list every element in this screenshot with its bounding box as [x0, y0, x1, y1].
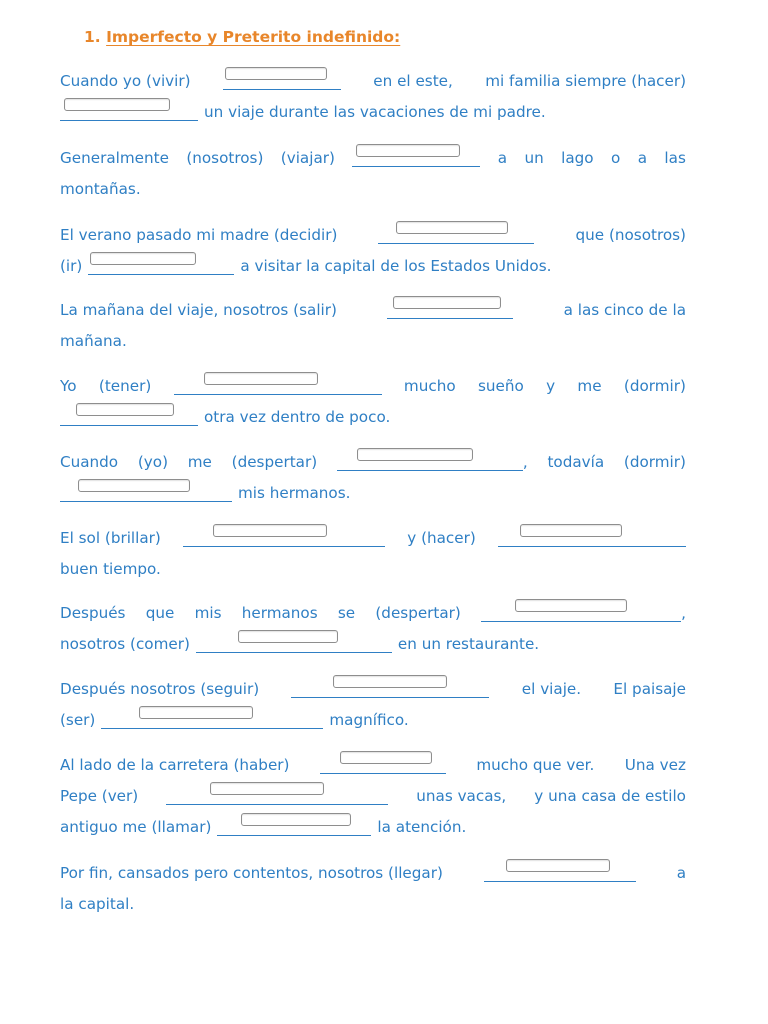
answer-blank	[320, 751, 446, 774]
text: Después nosotros (seguir)	[60, 680, 260, 698]
exercise-number: 1.	[84, 28, 101, 46]
ser-input[interactable]	[139, 706, 253, 719]
text: lago	[561, 149, 594, 167]
text: y una casa de estilo	[534, 787, 686, 805]
sentence-6	[60, 449, 686, 511]
text: mucho	[403, 377, 456, 395]
text: Al lado de la carretera (haber)	[60, 756, 290, 774]
despertar-input-2[interactable]	[515, 599, 627, 612]
answer-blank	[387, 296, 513, 319]
answer-blank	[60, 98, 198, 121]
sentence-11	[60, 860, 686, 922]
exercise-heading: Imperfecto y Preterito indefinido:	[106, 28, 401, 46]
text: y (hacer)	[407, 529, 476, 547]
haber-input[interactable]	[340, 751, 432, 764]
text: se	[337, 604, 356, 622]
text: a	[497, 149, 508, 167]
text: Pepe (ver)	[60, 787, 139, 805]
tener-input[interactable]	[204, 372, 318, 385]
sentence-2	[60, 145, 686, 207]
text: mis	[194, 604, 222, 622]
answer-blank	[88, 252, 234, 275]
text: en un restaurante.	[397, 635, 540, 653]
text: otra vez dentro de poco.	[204, 408, 391, 426]
brillar-input[interactable]	[213, 524, 327, 537]
text: antiguo me (llamar)	[60, 818, 212, 836]
ver-input[interactable]	[210, 782, 324, 795]
text: a	[676, 864, 686, 882]
sentence-3	[60, 222, 686, 284]
answer-blank	[101, 706, 323, 729]
text: Yo	[60, 377, 77, 395]
text: Cuando	[60, 453, 119, 471]
text: Después	[60, 604, 126, 622]
text: Una vez	[624, 756, 686, 774]
text: montañas.	[60, 180, 141, 198]
hacer-input-1[interactable]	[64, 98, 170, 111]
answer-blank	[484, 859, 636, 882]
text: me	[577, 377, 602, 395]
answer-blank	[217, 813, 371, 836]
answer-blank	[481, 599, 681, 622]
text: (ir)	[60, 257, 83, 275]
text: el viaje.	[521, 680, 582, 698]
dormir-input-2[interactable]	[78, 479, 190, 492]
answer-blank	[174, 372, 382, 395]
answer-blank	[166, 782, 388, 805]
text: mañana.	[60, 332, 127, 350]
text: un	[524, 149, 544, 167]
text: Generalmente	[60, 149, 169, 167]
answer-blank	[337, 448, 523, 471]
exercise-title	[84, 28, 400, 46]
text: unas vacas,	[416, 787, 507, 805]
answer-blank	[196, 630, 392, 653]
answer-blank	[60, 403, 198, 426]
text: nosotros (comer)	[60, 635, 190, 653]
answer-blank	[352, 144, 480, 167]
sentence-5	[60, 373, 686, 435]
answer-blank	[183, 524, 385, 547]
text: a las cinco de la	[563, 301, 686, 319]
text: sueño	[477, 377, 524, 395]
text: Cuando yo (vivir)	[60, 72, 191, 90]
viajar-input[interactable]	[356, 144, 460, 157]
text: (tener)	[98, 377, 152, 395]
text: las	[664, 149, 686, 167]
comer-input[interactable]	[238, 630, 338, 643]
vivir-input[interactable]	[225, 67, 327, 80]
llegar-input[interactable]	[506, 859, 610, 872]
blank-with-comma	[337, 448, 528, 471]
text: (dormir)	[623, 377, 686, 395]
sentence-10	[60, 752, 686, 845]
text: o	[611, 149, 621, 167]
text: hermanos	[241, 604, 318, 622]
text: la capital.	[60, 895, 135, 913]
text: magnífico.	[329, 711, 409, 729]
text: La mañana del viaje, nosotros (salir)	[60, 301, 337, 319]
despertar-input-1[interactable]	[357, 448, 473, 461]
text: (yo)	[137, 453, 168, 471]
text: todavía	[547, 453, 605, 471]
text: mi familia siempre (hacer)	[485, 72, 686, 90]
sentence-4	[60, 297, 686, 359]
text: y	[546, 377, 556, 395]
answer-blank	[60, 479, 232, 502]
text: en el este,	[373, 72, 453, 90]
text: El verano pasado mi madre (decidir)	[60, 226, 338, 244]
sentence-7	[60, 525, 686, 587]
text: la atención.	[377, 818, 467, 836]
text: (ser)	[60, 711, 96, 729]
text: un viaje durante las vacaciones de mi padre.	[204, 103, 546, 121]
seguir-input[interactable]	[333, 675, 447, 688]
llamar-input[interactable]	[241, 813, 351, 826]
text: que	[145, 604, 175, 622]
salir-input[interactable]	[393, 296, 501, 309]
dormir-input-1[interactable]	[76, 403, 174, 416]
answer-blank	[291, 675, 489, 698]
decidir-input[interactable]	[396, 221, 508, 234]
text: a	[637, 149, 648, 167]
text: Por fin, cansados pero contentos, nosotros (llegar)	[60, 864, 443, 882]
sentence-9	[60, 676, 686, 738]
sentence-1	[60, 68, 686, 130]
text: (despertar)	[231, 453, 318, 471]
text: El paisaje	[613, 680, 686, 698]
text: ,	[681, 604, 686, 622]
text: buen tiempo.	[60, 560, 161, 578]
text: El sol (brillar)	[60, 529, 161, 547]
text: (dormir)	[623, 453, 686, 471]
sentence-8	[60, 600, 686, 662]
text: ,	[522, 453, 528, 471]
text: me	[187, 453, 212, 471]
answer-blank	[223, 67, 341, 90]
text: a visitar la capital de los Estados Unidos.	[240, 257, 552, 275]
hacer-input-2[interactable]	[520, 524, 622, 537]
text: mucho que ver.	[476, 756, 595, 774]
answer-blank	[498, 524, 686, 547]
ir-input[interactable]	[90, 252, 196, 265]
text: (nosotros)	[186, 149, 264, 167]
blank-with-comma	[481, 599, 686, 622]
text: mis hermanos.	[238, 484, 351, 502]
text: (viajar)	[280, 149, 335, 167]
answer-blank	[378, 221, 534, 244]
text: (despertar)	[375, 604, 461, 622]
text: que (nosotros)	[575, 226, 686, 244]
